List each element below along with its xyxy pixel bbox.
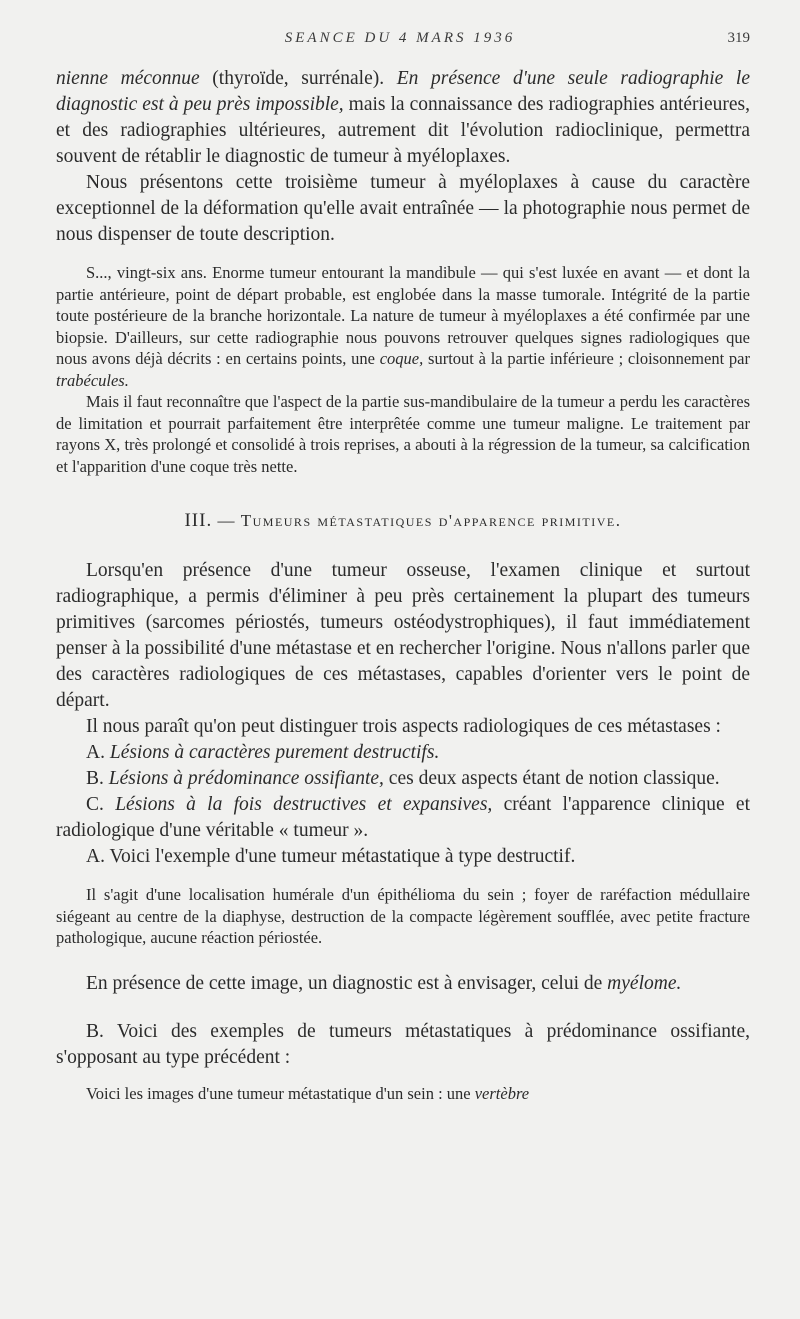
italic-phrase: Lésions à caractères purement destructifs. bbox=[109, 742, 440, 763]
italic-phrase: Lésions à prédominance ossifiante, bbox=[108, 768, 384, 789]
paragraph-continuation bbox=[56, 66, 750, 170]
body-text bbox=[56, 66, 750, 1104]
section-number: III. bbox=[184, 510, 213, 531]
italic-phrase: vertèbre bbox=[474, 1083, 530, 1103]
text-run: (thyroïde, surrénale). bbox=[199, 68, 397, 89]
italic-phrase: myélome. bbox=[607, 972, 682, 994]
text-run: créant l'apparence clinique et radiologique d'une véritable « tumeur ». bbox=[56, 794, 750, 841]
paragraph-metastases-intro: Lorsqu'en présence d'une tumeur osseuse, l'examen clinique et surtout radiographique, a permis d'éliminer à peu près certainement la plupart des tumeurs primitives (sarcomes périostés, tumeurs ostéodystrophiques), il faut immédiatement penser à la possibilité d'une métastase et en rechercher l'origine. Nous n'allons parler que des caractères radiologiques de ces métastases, capables d'orienter vers le point de départ. bbox=[56, 560, 750, 711]
list-item-c bbox=[56, 792, 750, 844]
case-report-followup: Mais il faut reconnaître que l'aspect de la partie sus-mandibulaire de la tumeur a perdu les caractères de limitation et pourrait parfaitement être interprêtée comme une tumeur maligne. Le traitement par rayons X, très prolongé et consolidé à trois reprises, a abouti à la régression de la tumeur, sa calcification et l'apparition d'une coque très nette. bbox=[56, 392, 750, 476]
italic-phrase: trabécules. bbox=[56, 370, 129, 390]
page-number: 319 bbox=[727, 30, 750, 46]
paragraph-third-tumour: Nous présentons cette troisième tumeur à myéloplaxes à cause du caractère exceptionnel de la déformation qu'elle avait entraînée — la photographie nous permet de nous dispenser de toute description. bbox=[56, 172, 750, 245]
paragraph-vertebra bbox=[56, 1083, 750, 1105]
running-title: SEANCE DU 4 MARS 1936 bbox=[284, 30, 516, 46]
text-run: S..., vingt-six ans. Enorme tumeur entourant la mandibule — qui s'est luxée en avant — et dont la partie antérieure, point de départ probable, est englobée dans la masse tumorale. Intégrité de la partie toute postérieure de la branche horizontale. La nature de tumeur à myéloplaxes a été confirmée par une biopsie. D'ailleurs, sur cette radiographie nous pouvons retrouver quelques signes radiologiques que nous avons déjà décrits : en certains points, une bbox=[56, 263, 750, 368]
list-item-a bbox=[56, 740, 750, 766]
case-humeral: Il s'agit d'une localisation humérale d'un épithélioma du sein ; foyer de raréfaction médullaire siégeant au centre de la diaphyse, destruction de la compacte légèrement soufflée, avec petite fracture pathologique, aucune réaction périostée. bbox=[56, 885, 750, 947]
case-report bbox=[56, 262, 750, 391]
list-label: A. bbox=[86, 742, 110, 763]
text-run: Voici les images d'une tumeur métastatique d'un sein : une bbox=[86, 1083, 475, 1103]
section-title: Tumeurs métastatiques d'apparence primitive. bbox=[240, 511, 622, 530]
italic-phrase: nienne méconnue bbox=[56, 68, 200, 89]
paragraph-three-aspects: Il nous paraît qu'on peut distinguer trois aspects radiologiques de ces métastases : bbox=[86, 716, 721, 737]
text-run: surtout à la partie inférieure ; cloisonnement par bbox=[423, 349, 750, 368]
text-run: ces deux aspects étant de notion classique. bbox=[383, 768, 720, 789]
italic-phrase: Lésions à la fois destructives et expansives, bbox=[115, 794, 493, 815]
page-header bbox=[0, 30, 800, 54]
list-item-b bbox=[56, 766, 750, 792]
paragraph-example-a: A. Voici l'exemple d'une tumeur métastatique à type destructif. bbox=[86, 846, 576, 867]
text-run: mais la connaissance des radiographies antérieures, et des radiographies ultérieures, autrement dit l'évolution radioclinique, permettra souvent de rétablir le diagnostic de tumeur à myéloplaxes. bbox=[56, 94, 750, 167]
italic-phrase: En présence d'une seule radiographie le diagnostic est à peu près impossible, bbox=[56, 68, 751, 115]
paragraph-example-b: B. Voici des exemples de tumeurs métastatiques à prédominance ossifiante, s'opposant au type précédent : bbox=[56, 1020, 750, 1068]
list-label: B. bbox=[86, 768, 109, 789]
section-heading bbox=[56, 510, 750, 532]
text-run: En présence de cette image, un diagnostic est à envisager, celui de bbox=[86, 972, 608, 994]
italic-phrase: coque, bbox=[379, 349, 424, 368]
paragraph-myelome bbox=[56, 971, 750, 997]
section-dash: — bbox=[212, 511, 241, 530]
list-label: C. bbox=[86, 794, 116, 815]
